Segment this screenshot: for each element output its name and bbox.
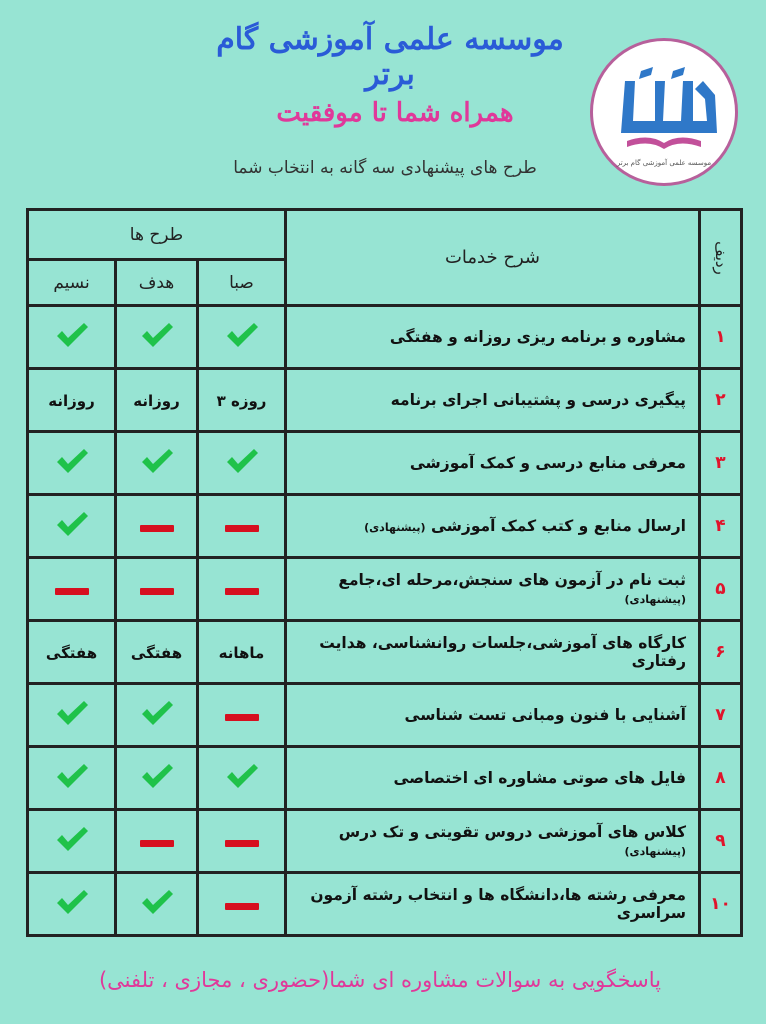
check-icon xyxy=(55,699,89,727)
plan-cell-hadaf xyxy=(116,810,198,873)
service-description xyxy=(286,747,700,810)
plan-cell-saba xyxy=(198,810,286,873)
table-row xyxy=(28,558,742,621)
check-icon xyxy=(55,321,89,349)
service-note: (پیشنهادی) xyxy=(364,521,426,534)
check-icon xyxy=(55,825,89,853)
row-number: ۵ xyxy=(700,558,742,621)
plan-cell-hadaf xyxy=(116,432,198,495)
check-icon xyxy=(55,447,89,475)
plan-cell-nasim xyxy=(28,495,116,558)
plan-cell-hadaf xyxy=(116,684,198,747)
plan-cell-nasim xyxy=(28,369,116,432)
description-header: شرح خدمات xyxy=(286,210,700,306)
row-number: ۹ xyxy=(700,810,742,873)
check-icon xyxy=(140,888,174,916)
check-icon xyxy=(140,447,174,475)
service-note: (پیشنهادی) xyxy=(624,845,686,858)
plan-cell-saba xyxy=(198,306,286,369)
dash-icon xyxy=(225,588,259,595)
slogan: همراه شما تا موفقیت xyxy=(276,98,514,128)
table-row xyxy=(28,306,742,369)
service-description xyxy=(286,369,700,432)
plan-cell-hadaf xyxy=(116,621,198,684)
subtitle: طرح های پیشنهادی سه گانه به انتخاب شما xyxy=(233,158,537,178)
plan-cell-nasim xyxy=(28,621,116,684)
dash-icon xyxy=(140,525,174,532)
plan-cell-saba xyxy=(198,873,286,936)
plan-cell-value: هفتگی xyxy=(45,643,98,662)
plan-cell-value: روزانه xyxy=(48,391,95,410)
table-row xyxy=(28,369,742,432)
service-description-text: معرفی منابع درسی و کمک آموزشی xyxy=(409,454,686,472)
dash-icon xyxy=(225,525,259,532)
plans-header: طرح ها xyxy=(28,210,286,260)
service-description-text: کارگاه های آموزشی،جلسات روانشناسی، هدایت رفتاری xyxy=(319,634,686,670)
service-description xyxy=(286,621,700,684)
row-number: ۳ xyxy=(700,432,742,495)
gam-bartar-logo xyxy=(590,38,738,186)
plan-cell-saba xyxy=(198,495,286,558)
services-table xyxy=(26,208,743,937)
dash-icon xyxy=(55,588,89,595)
check-icon xyxy=(55,762,89,790)
service-description-text: کلاس های آموزشی دروس تقویتی و تک درس xyxy=(338,823,686,841)
table-row xyxy=(28,621,742,684)
service-description xyxy=(286,810,700,873)
service-description-text: مشاوره و برنامه ریزی روزانه و هفتگی xyxy=(389,328,686,346)
index-header-label: ردیف xyxy=(711,240,730,275)
table-row xyxy=(28,432,742,495)
check-icon xyxy=(225,321,259,349)
table-row xyxy=(28,873,742,936)
plan-cell-value: روزانه xyxy=(133,391,180,410)
service-description xyxy=(286,558,700,621)
plan-cell-saba xyxy=(198,621,286,684)
plan-cell-saba xyxy=(198,432,286,495)
plan-cell-value: هفتگی xyxy=(130,643,183,662)
check-icon xyxy=(140,762,174,790)
plan-cell-hadaf xyxy=(116,558,198,621)
dash-icon xyxy=(140,840,174,847)
table-row xyxy=(28,747,742,810)
service-description-text: آشنایی با فنون ومبانی تست شناسی xyxy=(404,706,686,724)
plan-cell-nasim xyxy=(28,873,116,936)
service-description xyxy=(286,306,700,369)
check-icon xyxy=(225,447,259,475)
plan-header-saba: صبا xyxy=(198,260,286,306)
plan-cell-nasim xyxy=(28,810,116,873)
service-description xyxy=(286,432,700,495)
check-icon xyxy=(140,321,174,349)
index-header xyxy=(700,210,742,306)
plan-cell-hadaf xyxy=(116,747,198,810)
service-description-text: ثبت نام در آزمون های سنجش،مرحله ای،جامع xyxy=(338,571,686,589)
plan-cell-hadaf xyxy=(116,873,198,936)
plan-cell-hadaf xyxy=(116,369,198,432)
dash-icon xyxy=(225,903,259,910)
plan-cell-nasim xyxy=(28,432,116,495)
plan-cell-nasim xyxy=(28,306,116,369)
institute-name: موسسه علمی آموزشی گام برتر xyxy=(216,22,564,92)
service-description-text: فایل های صوتی مشاوره ای اختصاصی xyxy=(393,769,686,787)
plan-cell-nasim xyxy=(28,747,116,810)
dash-icon xyxy=(225,840,259,847)
dash-icon xyxy=(225,714,259,721)
check-icon xyxy=(140,699,174,727)
plan-cell-saba xyxy=(198,684,286,747)
table-row xyxy=(28,495,742,558)
row-number: ۴ xyxy=(700,495,742,558)
row-number: ۲ xyxy=(700,369,742,432)
plan-cell-hadaf xyxy=(116,495,198,558)
plan-cell-value: ماهانه xyxy=(218,643,265,662)
table-row xyxy=(28,810,742,873)
plan-cell-saba xyxy=(198,747,286,810)
plan-header-nasim: نسیم xyxy=(28,260,116,306)
plan-cell-hadaf xyxy=(116,306,198,369)
check-icon xyxy=(225,762,259,790)
plan-cell-nasim xyxy=(28,558,116,621)
row-number: ۱ xyxy=(700,306,742,369)
service-description xyxy=(286,684,700,747)
plan-cell-saba xyxy=(198,369,286,432)
table-row xyxy=(28,684,742,747)
footer-text: پاسخگویی به سوالات مشاوره ای شما(حضوری ، مجازی ، تلفنی) xyxy=(98,968,662,992)
service-description xyxy=(286,873,700,936)
row-number: ۶ xyxy=(700,621,742,684)
service-description-text: پیگیری درسی و پشتیبانی اجرای برنامه xyxy=(390,391,686,409)
plan-cell-saba xyxy=(198,558,286,621)
row-number: ۱۰ xyxy=(700,873,742,936)
dash-icon xyxy=(140,588,174,595)
row-number: ۸ xyxy=(700,747,742,810)
service-description-text: معرفی رشته ها،دانشگاه ها و انتخاب رشته آزمون سراسری xyxy=(310,886,686,922)
check-icon xyxy=(55,510,89,538)
service-description xyxy=(286,495,700,558)
plan-cell-value: ۳ روزه xyxy=(216,391,267,410)
plan-header-hadaf: هدف xyxy=(116,260,198,306)
logo-icon xyxy=(593,41,735,183)
plan-cell-nasim xyxy=(28,684,116,747)
row-number: ۷ xyxy=(700,684,742,747)
check-icon xyxy=(55,888,89,916)
logo-caption: موسسه علمی آموزشی گام برتر xyxy=(616,159,712,167)
service-note: (پیشنهادی) xyxy=(624,593,686,606)
service-description-text: ارسال منابع و کتب کمک آموزشی xyxy=(430,517,686,535)
